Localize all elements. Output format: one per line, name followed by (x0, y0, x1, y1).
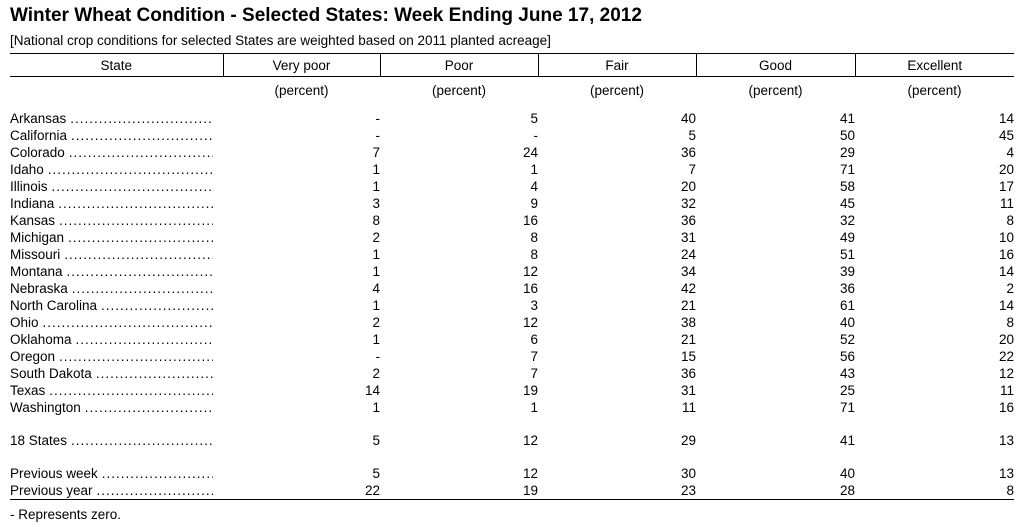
value-fair: 30 (680, 466, 696, 481)
value-excellent: 4 (1006, 145, 1014, 160)
value-very-poor: 2 (372, 230, 380, 245)
dot-leader (58, 195, 213, 212)
dot-leader (97, 482, 213, 499)
value-good: 50 (839, 128, 855, 143)
state-name: Arkansas (10, 111, 67, 126)
value-poor: 12 (522, 264, 538, 279)
state-cell (10, 297, 213, 314)
value-very-poor: 1 (372, 400, 380, 415)
state-name: Colorado (10, 145, 65, 160)
value-fair: 20 (680, 179, 696, 194)
table-row (10, 110, 1014, 127)
state-cell (10, 382, 213, 399)
value-very-poor: - (375, 111, 380, 126)
value-poor: 19 (522, 383, 538, 398)
state-name: Previous week (10, 466, 98, 481)
value-excellent: 10 (998, 230, 1014, 245)
report-title: Winter Wheat Condition - Selected States: Week Ending June 17, 2012 (10, 5, 642, 26)
value-good: 29 (839, 145, 855, 160)
value-very-poor: 5 (372, 466, 380, 481)
state-name: Illinois (10, 179, 48, 194)
state-name: 18 States (10, 433, 68, 448)
value-poor: 3 (530, 298, 538, 313)
previous-year-row (10, 482, 1014, 500)
condition-table (10, 53, 1014, 500)
dot-leader (71, 127, 213, 144)
dot-leader (76, 331, 213, 348)
value-fair: 36 (680, 366, 696, 381)
value-excellent: 14 (998, 298, 1014, 313)
state-name: Idaho (10, 162, 44, 177)
table-row (10, 195, 1014, 212)
state-cell (10, 246, 213, 263)
value-very-poor: 1 (372, 332, 380, 347)
value-very-poor: 4 (372, 281, 380, 296)
state-name: Michigan (10, 230, 65, 245)
value-fair: 7 (688, 162, 696, 177)
state-name: Ohio (10, 315, 39, 330)
footnote: - Represents zero. (10, 507, 122, 522)
state-cell (10, 144, 213, 161)
value-poor: 12 (522, 433, 538, 448)
value-excellent: 13 (998, 466, 1014, 481)
state-cell (10, 314, 213, 331)
value-poor: 5 (530, 111, 538, 126)
value-excellent: 8 (1006, 213, 1014, 228)
value-poor: 9 (530, 196, 538, 211)
state-cell (10, 348, 213, 365)
dot-leader (72, 280, 213, 297)
state-cell (10, 229, 213, 246)
value-very-poor: 2 (372, 315, 380, 330)
value-fair: 23 (538, 482, 696, 500)
state-name: Oregon (10, 349, 56, 364)
unit-label: (percent) (748, 83, 803, 98)
state-cell (10, 399, 213, 416)
value-poor: 7 (530, 349, 538, 364)
table-row (10, 399, 1014, 416)
value-fair: 24 (680, 247, 696, 262)
state-cell (10, 110, 213, 127)
value-fair: 31 (680, 383, 696, 398)
value-good: 41 (839, 433, 855, 448)
value-fair: 31 (680, 230, 696, 245)
value-excellent: 16 (998, 400, 1014, 415)
value-excellent: 20 (998, 332, 1014, 347)
value-good: 49 (839, 230, 855, 245)
value-very-poor: - (375, 349, 380, 364)
table-row (10, 246, 1014, 263)
value-good: 43 (839, 366, 855, 381)
value-excellent: 11 (999, 196, 1014, 211)
value-very-poor: 1 (372, 264, 380, 279)
value-poor: 1 (530, 400, 538, 415)
value-excellent: 14 (998, 111, 1014, 126)
dot-leader (68, 229, 213, 246)
value-very-poor: 1 (372, 162, 380, 177)
value-excellent: 17 (998, 179, 1014, 194)
value-poor: 12 (522, 315, 538, 330)
unit-label: (percent) (431, 83, 487, 98)
value-poor: - (533, 128, 538, 143)
state-cell (10, 161, 213, 178)
unit-label: (percent) (907, 83, 962, 98)
dot-leader (52, 178, 213, 195)
value-poor: 8 (530, 230, 538, 245)
value-good: 71 (839, 162, 855, 177)
table-row (10, 144, 1014, 161)
state-name: Texas (10, 383, 46, 398)
value-excellent: 8 (1006, 315, 1014, 330)
state-cell (10, 365, 213, 382)
state-cell (10, 212, 213, 229)
value-fair: 32 (680, 196, 696, 211)
state-cell (10, 178, 213, 195)
state-cell (10, 482, 213, 499)
units-row (10, 77, 1014, 106)
table-row (10, 229, 1014, 246)
value-poor: 12 (522, 466, 538, 481)
state-cell (10, 465, 213, 482)
state-name: Nebraska (10, 281, 68, 296)
value-excellent: 12 (998, 366, 1014, 381)
value-good: 40 (839, 315, 855, 330)
dot-leader (96, 365, 213, 382)
value-excellent: 16 (998, 247, 1014, 262)
value-very-poor: 7 (372, 145, 380, 160)
column-header-fair: Fair (538, 54, 696, 77)
value-very-poor: 2 (372, 366, 380, 381)
value-poor: 6 (530, 332, 538, 347)
value-very-poor: - (375, 128, 380, 143)
state-cell (10, 263, 213, 280)
value-good: 36 (839, 281, 855, 296)
spacer-row (10, 416, 1014, 432)
value-fair: 40 (680, 111, 696, 126)
dot-leader (70, 110, 213, 127)
state-name: California (10, 128, 68, 143)
value-very-poor: 5 (372, 433, 380, 448)
value-fair: 36 (680, 145, 696, 160)
value-poor: 1 (530, 162, 538, 177)
state-cell (10, 195, 213, 212)
state-cell (10, 432, 213, 449)
table-row (10, 382, 1014, 399)
table-row (10, 127, 1014, 144)
dot-leader (59, 212, 213, 229)
column-header-good: Good (696, 54, 855, 77)
value-good: 32 (839, 213, 855, 228)
value-fair: 21 (680, 332, 696, 347)
value-good: 58 (839, 179, 855, 194)
table-row (10, 178, 1014, 195)
value-excellent: 2 (1006, 281, 1014, 296)
table-row (10, 314, 1014, 331)
dot-leader (64, 246, 213, 263)
value-poor: 24 (522, 145, 538, 160)
header-row (10, 54, 1014, 77)
value-excellent: 13 (998, 433, 1014, 448)
value-very-poor: 22 (223, 482, 380, 500)
state-cell (10, 127, 213, 144)
state-name: North Carolina (10, 298, 98, 313)
value-fair: 36 (680, 213, 696, 228)
value-good: 71 (839, 400, 855, 415)
value-good: 40 (839, 466, 855, 481)
value-very-poor: 8 (372, 213, 380, 228)
state-cell (10, 280, 213, 297)
value-good: 39 (839, 264, 855, 279)
value-poor: 16 (522, 213, 538, 228)
table-row (10, 331, 1014, 348)
column-header-state: State (10, 54, 223, 77)
value-poor: 4 (530, 179, 538, 194)
value-excellent: 14 (998, 264, 1014, 279)
unit-label: (percent) (589, 83, 645, 98)
value-good: 45 (839, 196, 855, 211)
state-name: South Dakota (10, 366, 92, 381)
value-poor: 7 (530, 366, 538, 381)
value-poor: 19 (380, 482, 538, 500)
dot-leader (69, 144, 213, 161)
value-fair: 42 (680, 281, 696, 296)
table-row (10, 161, 1014, 178)
value-very-poor: 3 (372, 196, 380, 211)
value-fair: 5 (688, 128, 696, 143)
state-name: Kansas (10, 213, 56, 228)
column-header-very-poor: Very poor (223, 54, 380, 77)
dot-leader (101, 297, 213, 314)
value-excellent: 8 (855, 482, 1014, 500)
table-row (10, 280, 1014, 297)
value-very-poor: 1 (372, 247, 380, 262)
table-row (10, 297, 1014, 314)
value-poor: 8 (530, 247, 538, 262)
state-cell (10, 331, 213, 348)
value-very-poor: 14 (364, 383, 380, 398)
state-name: Indiana (10, 196, 55, 211)
value-good: 25 (839, 383, 855, 398)
state-name: Missouri (10, 247, 61, 262)
value-fair: 15 (680, 349, 696, 364)
value-good: 56 (839, 349, 855, 364)
state-name: Previous year (10, 483, 93, 498)
value-poor: 16 (522, 281, 538, 296)
value-excellent: 20 (998, 162, 1014, 177)
value-fair: 38 (680, 315, 696, 330)
state-name: Washington (10, 400, 81, 415)
column-header-poor: Poor (380, 54, 538, 77)
table-row (10, 212, 1014, 229)
state-name: Montana (10, 264, 63, 279)
value-fair: 11 (681, 400, 696, 415)
dot-leader (102, 465, 213, 482)
value-excellent: 45 (998, 128, 1014, 143)
dot-leader (59, 348, 213, 365)
table-row (10, 348, 1014, 365)
dot-leader (85, 399, 213, 416)
total-row (10, 432, 1014, 449)
table-row (10, 365, 1014, 382)
value-good: 28 (696, 482, 855, 500)
unit-label: (percent) (274, 83, 329, 98)
table-row (10, 263, 1014, 280)
dot-leader (71, 432, 213, 449)
dot-leader (49, 382, 213, 399)
value-fair: 21 (680, 298, 696, 313)
report-subtitle: [National crop conditions for selected States are weighted based on 2011 planted acreage] (10, 33, 551, 48)
value-good: 52 (839, 332, 855, 347)
value-very-poor: 1 (372, 179, 380, 194)
value-good: 41 (839, 111, 855, 126)
value-fair: 34 (680, 264, 696, 279)
value-excellent: 11 (999, 383, 1014, 398)
dot-leader (48, 161, 213, 178)
spacer-row (10, 449, 1014, 465)
value-good: 51 (839, 247, 855, 262)
dot-leader (67, 263, 213, 280)
value-excellent: 22 (998, 349, 1014, 364)
value-fair: 29 (680, 433, 696, 448)
dot-leader (43, 314, 213, 331)
state-name: Oklahoma (10, 332, 72, 347)
value-very-poor: 1 (372, 298, 380, 313)
value-good: 61 (839, 298, 855, 313)
previous-week-row (10, 465, 1014, 482)
column-header-excellent: Excellent (855, 54, 1014, 77)
